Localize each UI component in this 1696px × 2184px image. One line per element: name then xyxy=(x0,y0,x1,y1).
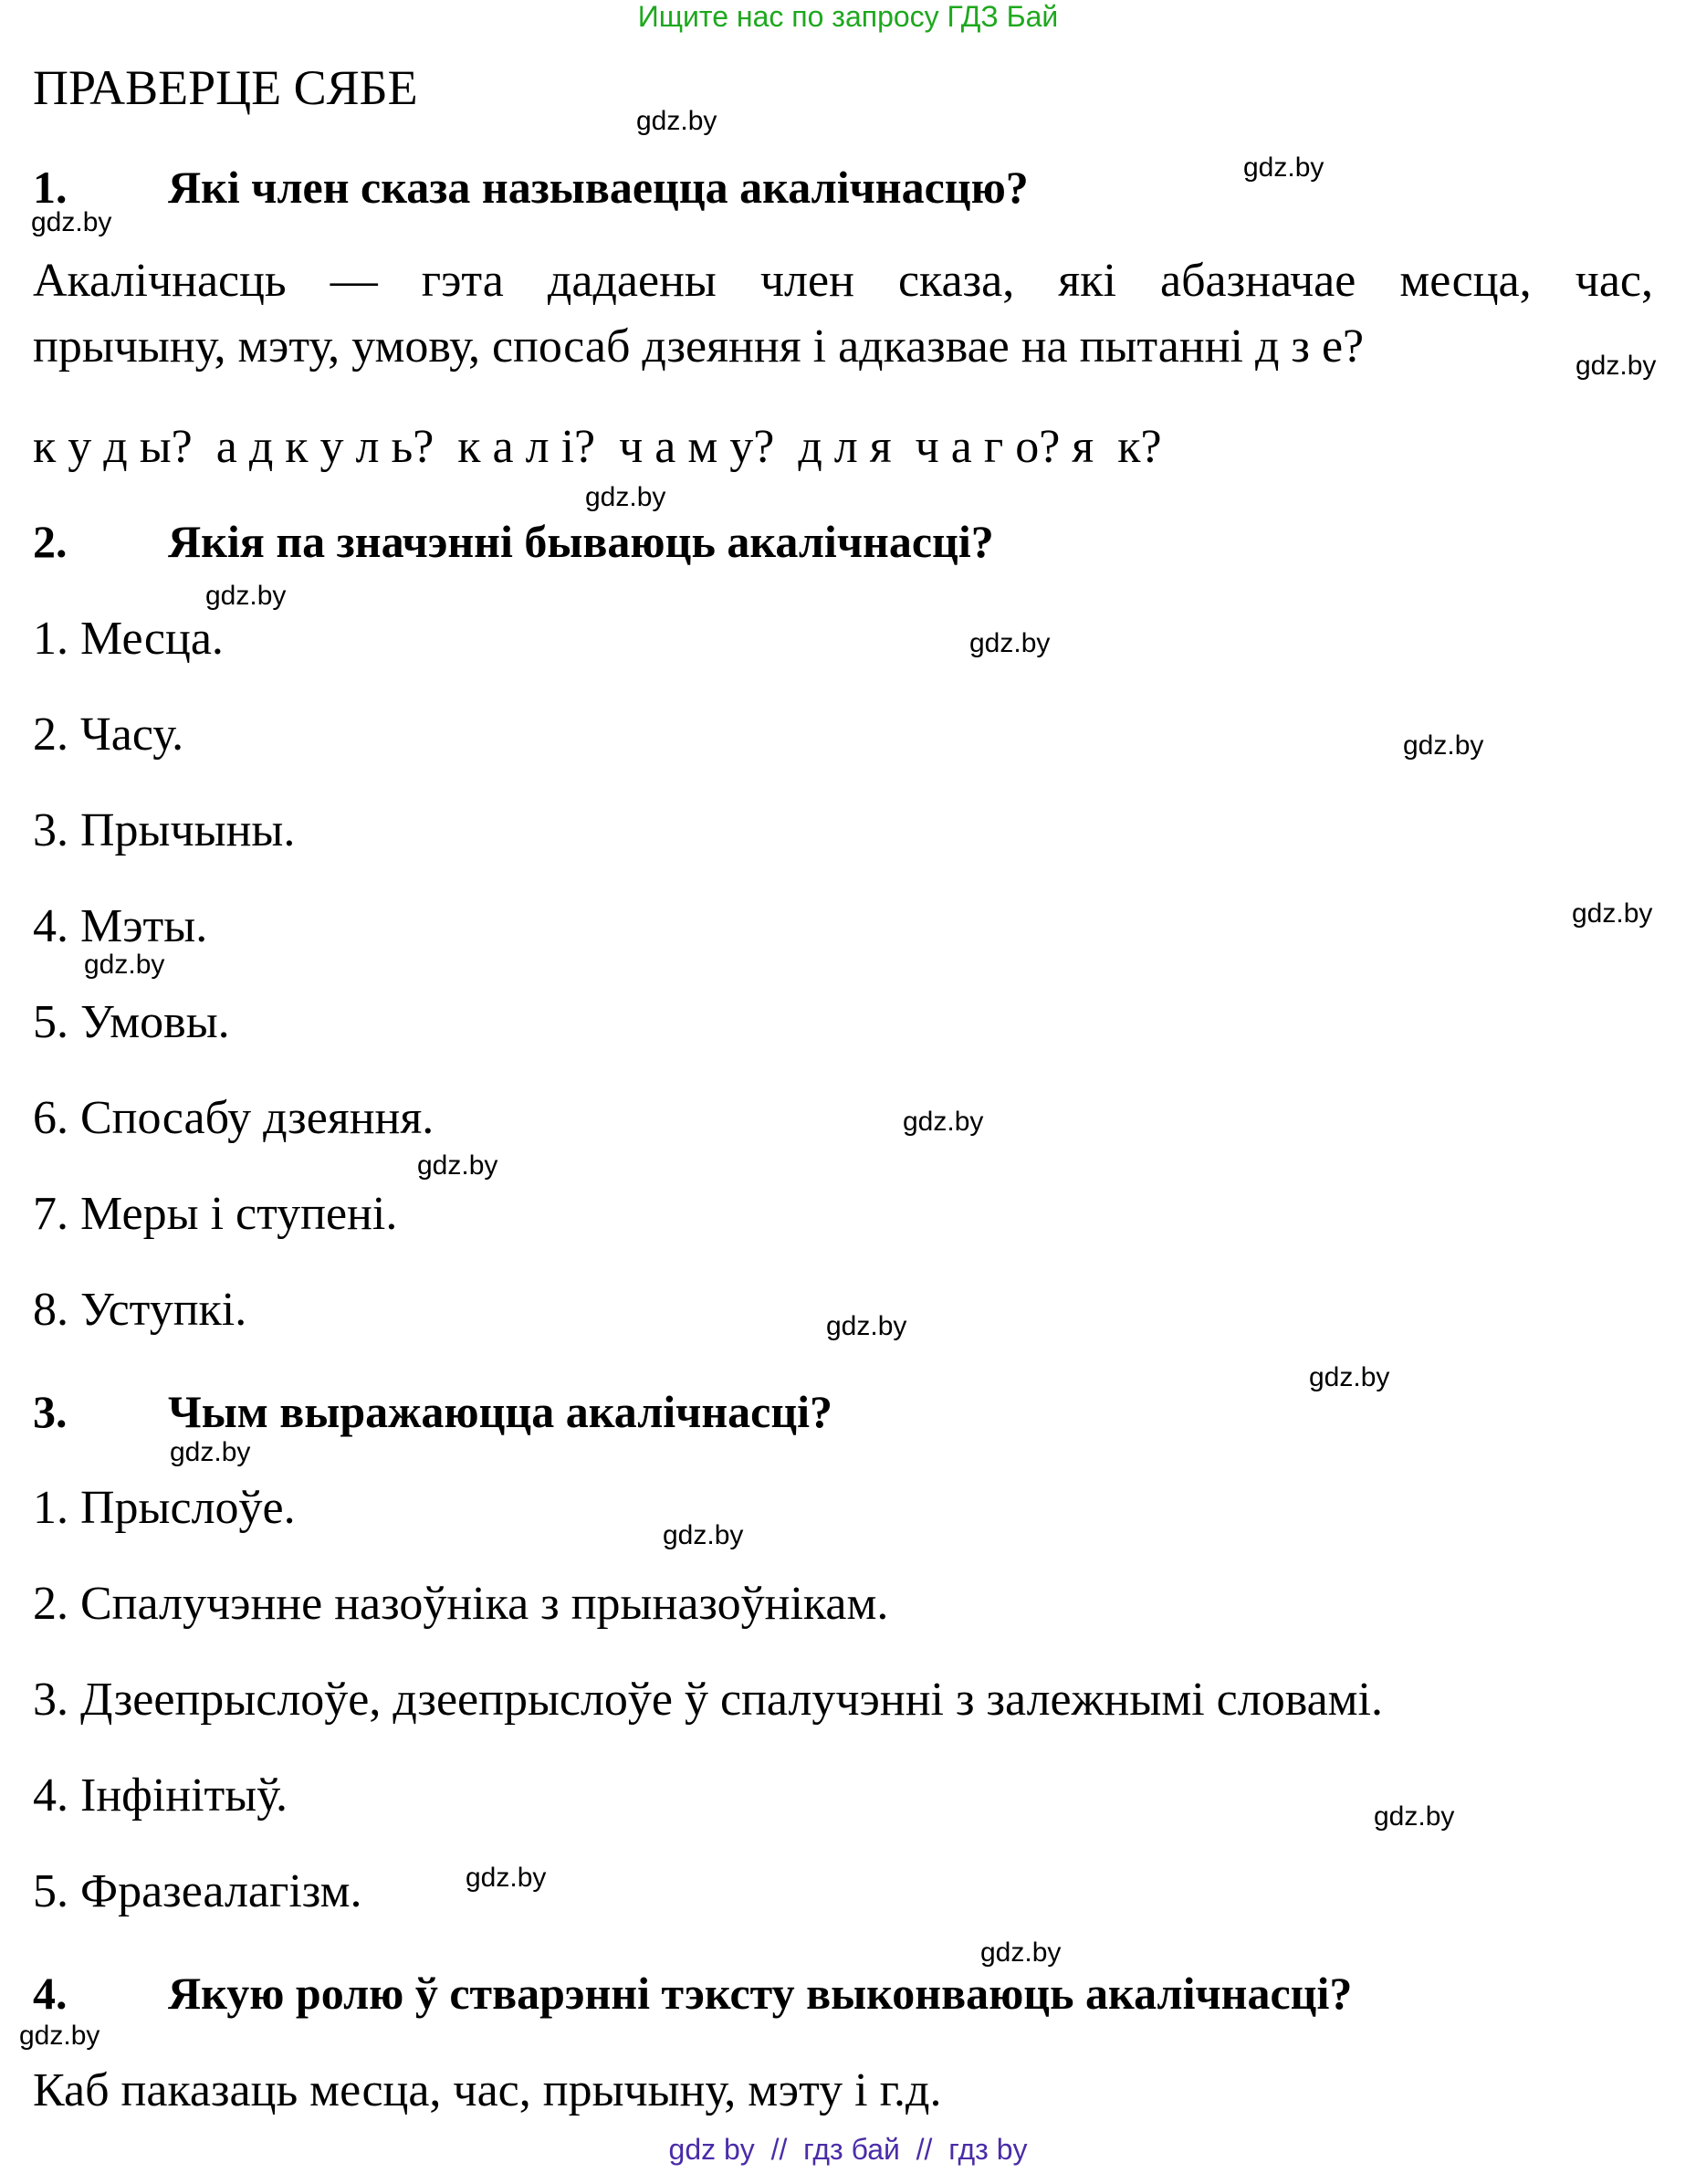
watermark: gdz.by xyxy=(205,581,287,611)
answer-4: Каб паказаць месца, час, прычыну, мэту і г.д. xyxy=(33,2064,942,2116)
question-2-number: 2. xyxy=(33,516,68,567)
list-item: 6. Спосабу дзеяння. xyxy=(33,1092,434,1144)
question-3-text: Чым выражаюцца акалічнасці? xyxy=(168,1386,833,1437)
list-item: 7. Меры і ступені. xyxy=(33,1188,398,1240)
question-2-text: Якія па значэнні бываюць акалічнасці? xyxy=(168,516,994,567)
question-1-text: Які член сказа называецца акалічнасцю? xyxy=(168,162,1029,213)
list-item: 8. Уступкі. xyxy=(33,1284,247,1336)
list-item: 5. Умовы. xyxy=(33,996,230,1048)
list-item: 2. Спалучэнне назоўніка з прыназоўнікам. xyxy=(33,1578,889,1630)
watermark: gdz.by xyxy=(466,1863,547,1893)
watermark: gdz.by xyxy=(980,1937,1062,1968)
top-banner[interactable]: Ищите нас по запросу ГДЗ Бай xyxy=(637,0,1059,33)
answer-1-line-1: Акалічнасць — гэта дадаены член сказа, які абазначае месца, час, xyxy=(33,255,1653,307)
list-item: 4. Мэты. xyxy=(33,900,208,952)
list-item: 3. Дзеепрыслоўе, дзеепрыслоўе ў спалучэнні з залежнымі словамі. xyxy=(33,1674,1384,1726)
list-item: 2. Часу. xyxy=(33,709,184,761)
watermark: gdz.by xyxy=(31,207,112,237)
watermark: gdz.by xyxy=(969,628,1051,658)
list-item: 3. Прычыны. xyxy=(33,804,296,856)
watermark: gdz.by xyxy=(826,1311,907,1341)
page-title: ПРАВЕРЦЕ СЯБЕ xyxy=(33,60,418,115)
watermark: gdz.by xyxy=(1243,152,1324,183)
answer-1-line-2: прычыну, мэту, умову, спосаб дзеяння і адказвае на пытанні д з е? xyxy=(33,320,1365,373)
list-item: 1. Прыслоўе. xyxy=(33,1482,296,1534)
watermark: gdz.by xyxy=(84,950,165,980)
watermark: gdz.by xyxy=(663,1520,744,1550)
watermark: gdz.by xyxy=(1403,730,1484,761)
watermark: gdz.by xyxy=(585,482,666,512)
watermark: gdz.by xyxy=(1576,351,1657,381)
question-4-number: 4. xyxy=(33,1968,68,2019)
watermark: gdz.by xyxy=(1309,1362,1390,1392)
watermark: gdz.by xyxy=(170,1437,251,1467)
watermark: gdz.by xyxy=(903,1107,984,1137)
question-1-number: 1. xyxy=(33,162,68,213)
watermark: gdz.by xyxy=(19,2021,100,2051)
list-item: 1. Месца. xyxy=(33,613,224,665)
watermark: gdz.by xyxy=(417,1150,498,1181)
list-item: 4. Інфінітыў. xyxy=(33,1769,288,1822)
question-3-number: 3. xyxy=(33,1386,68,1437)
footer-links[interactable]: gdz by // гдз бай // гдз by xyxy=(668,2133,1028,2166)
list-item: 5. Фразеалагізм. xyxy=(33,1865,362,1917)
question-4-text: Якую ролю ў стварэнні тэксту выконваюць акалічнасці? xyxy=(168,1968,1353,2019)
watermark: gdz.by xyxy=(1374,1801,1455,1832)
answer-1-line-3: к у д ы? а д к у л ь? к а л і? ч а м у? д л я ч а г о? я к? xyxy=(33,421,1162,473)
watermark: gdz.by xyxy=(1572,898,1653,929)
watermark: gdz.by xyxy=(636,106,717,136)
